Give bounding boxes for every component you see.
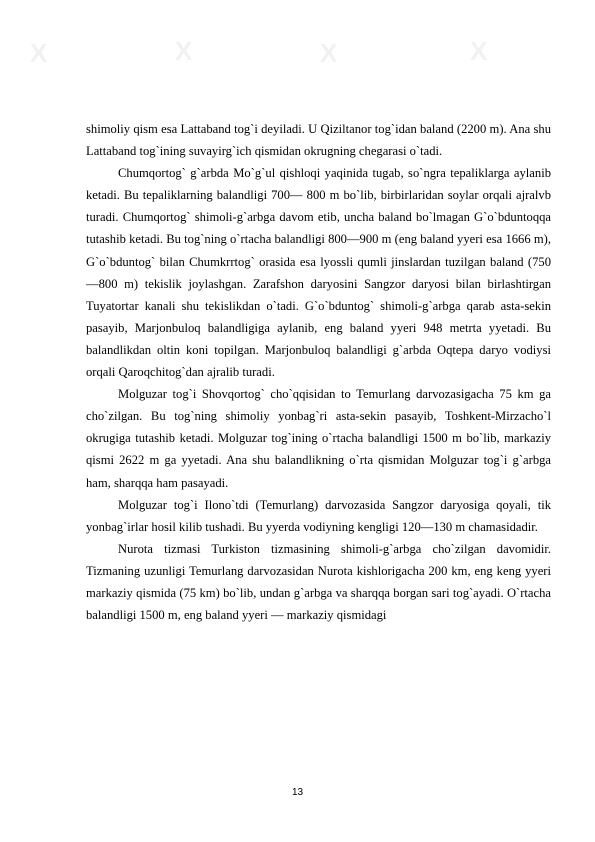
paragraph-4: Molguzar tog`i Ilono`tdi (Temurlang) darvozasida Sangzor daryosiga qoyali, tik yonbag`irlar hosil kilib tushadi. Bu yyerda vodiyning kengligi 120—130 m chamasidadir. [86, 497, 551, 534]
page-number: 13 [291, 787, 304, 798]
paragraph-3: Molguzar tog`i Shovqortog` cho`qqisidan to Temurlang darvozasigacha 75 km ga cho`zilgan. Bu tog`ning shimoliy yonbag`ri asta-sekin pasayib, Toshkent-Mirzacho`l okrugiga tutashib ketadi. Molguzar tog`ining o`rtacha balandligi 1500 m bo`lib, markaziy qismi 2622 m ga yyetadi. Ana shu balandlikning o`rta qismidan Molguzar tog`i g`arbga ham, sharqqa ham pasayadi. [86, 387, 551, 490]
paragraph-1: shimoliy qism esa Lattaband tog`i deyiladi. U Qiziltanor tog`idan baland (2200 m). Ana shu Lattaband tog`ining suvayirg`ich qismidan okrugning chegarasi o`tadi. [86, 122, 551, 159]
watermark: X X X X [30, 36, 490, 68]
paragraph-5: Nurota tizmasi Turkiston tizmasining shimoli-g`arbga cho`zilgan davomidir. Tizmaning uzunligi Temurlang darvozasidan Nurota kishlorigacha 200 km, eng keng yyeri markaziy qismida (75 km) bo`lib, undan g`arbga va sharqqa borgan sari tog`ayadi. O`rtacha balandligi 1500 m, eng baland yyeri — markaziy qismidagi [86, 541, 551, 623]
page-body [86, 118, 551, 626]
paragraph-2: Chumqortog` g`arbda Mo`g`ul qishloqi yaqinida tugab, so`ngra tepaliklarga aylanib ketadi. Bu tepaliklarning balandligi 700— 800 m bo`lib, birbirlaridan soylar orqali ajralvb turadi. Chumqortog` shimoli-g`arbga davom etib, uncha baland bo`lmagan G`o`bduntoqqa tutashib ketadi. Bu tog`ning o`rtacha balandligi 800—900 m (eng baland yyeri esa 1666 m), G`o`bduntog` bilan Chumkrrtog` orasida esa lyossli qumli jinslardan tuzilgan baland (750—800 m) tekislik joylashgan. Zarafshon daryosini Sangzor daryosi bilan birlashtirgan Tuyatortar kanali shu tekislikdan o`tadi. G`o`bduntog` shimoli-g`arbga qarab asta-sekin pasayib, Marjonbuloq balandligiga aylanib, eng baland yyeri 948 metrta yyetadi. Bu balandlikdan oltin koni topilgan. Marjonbuloq balandligi g`arbda Oqtepa daryo vodiysi orqali Qaroqchitog`dan ajralib turadi. [86, 166, 551, 380]
